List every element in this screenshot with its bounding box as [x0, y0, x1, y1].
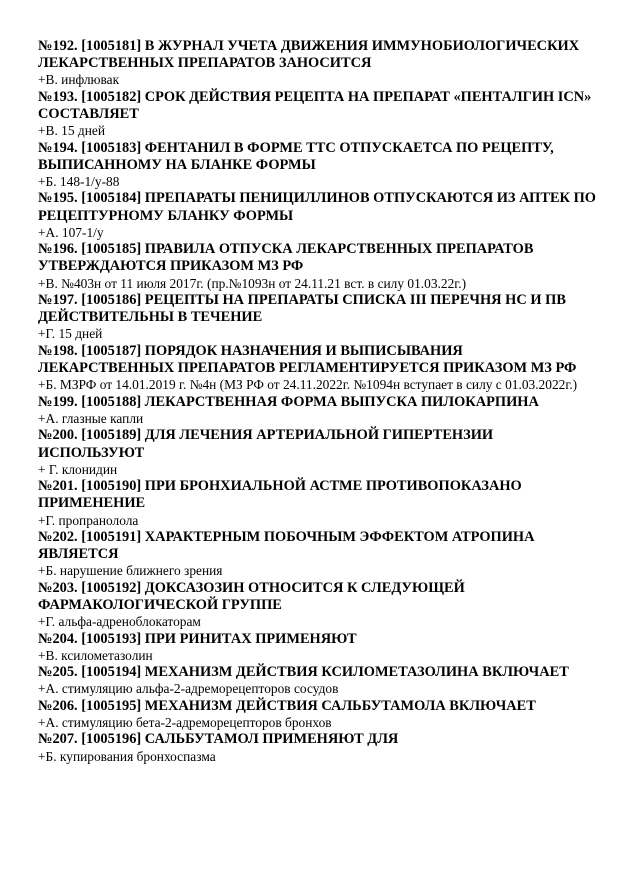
- question-item: [38, 343, 598, 394]
- question-text: №193. [1005182] СРОК ДЕЙСТВИЯ РЕЦЕПТА НА ПРЕПАРАТ «ПЕНТАЛГИН ICN» СОСТАВЛЯЕТ: [38, 88, 592, 123]
- question-item: [38, 478, 598, 529]
- question-item: [38, 580, 598, 631]
- answer-text: +Б. нарушение ближнего зрения: [38, 563, 223, 579]
- question-text: №204. [1005193] ПРИ РИНИТАХ ПРИМЕНЯЮТ: [38, 630, 357, 647]
- answer-text: +В. №403н от 11 июля 2017г. (пр.№1093н от 24.11.21 вст. в силу 01.03.22г.): [38, 275, 467, 291]
- question-text: №196. [1005185] ПРАВИЛА ОТПУСКА ЛЕКАРСТВЕННЫХ ПРЕПАРАТОВ УТВЕРЖДАЮТСЯ ПРИКАЗОМ МЗ РФ: [38, 241, 534, 275]
- question-item: [38, 190, 598, 241]
- question-text: №206. [1005195] МЕХАНИЗМ ДЕЙСТВИЯ САЛЬБУТАМОЛА ВКЛЮЧАЕТ: [38, 697, 536, 714]
- question-text: №192. [1005181] В ЖУРНАЛ УЧЕТА ДВИЖЕНИЯ ИММУНОБИОЛОГИЧЕСКИХ ЛЕКАРСТВЕННЫХ ПРЕПАРАТОВ ЗАНОСИТСЯ: [38, 38, 580, 72]
- question-text: №195. [1005184] ПРЕПАРАТЫ ПЕНИЦИЛЛИНОВ ОТПУСКАЮТСЯ ИЗ АПТЕК ПО РЕЦЕПТУРНОМУ БЛАНКУ ФОРМЫ: [38, 190, 596, 224]
- question-text: №197. [1005186] РЕЦЕПТЫ НА ПРЕПАРАТЫ СПИСКА III ПЕРЕЧНЯ НС И ПВ ДЕЙСТВИТЕЛЬНЫ В ТЕЧЕНИЕ: [38, 292, 566, 326]
- question-item: [38, 631, 598, 665]
- question-text: №199. [1005188] ЛЕКАРСТВЕННАЯ ФОРМА ВЫПУСКА ПИЛОКАРПИНА: [38, 393, 539, 410]
- question-item: [38, 241, 598, 292]
- question-text: №198. [1005187] ПОРЯДОК НАЗНАЧЕНИЯ И ВЫПИСЫВАНИЯ ЛЕКАРСТВЕННЫХ ПРЕПАРАТОВ РЕГЛАМЕНТИРУЕТСЯ ПРИКАЗОМ МЗ РФ: [38, 342, 577, 377]
- answer-text: +А. стимуляцию альфа-2-адреморецепторов сосудов: [38, 681, 339, 697]
- answer-text: +Г. пропранолола: [38, 512, 139, 528]
- question-item: [38, 140, 598, 191]
- answer-text: +А. стимуляцию бета-2-адреморецепторов бронхов: [38, 714, 332, 730]
- answer-text: +В. 15 дней: [38, 123, 106, 139]
- answer-text: +В. ксилометазолин: [38, 647, 153, 663]
- question-item: [38, 698, 598, 732]
- question-text: №207. [1005196] САЛЬБУТАМОЛ ПРИМЕНЯЮТ ДЛЯ: [38, 731, 399, 748]
- question-text: №203. [1005192] ДОКСАЗОЗИН ОТНОСИТСЯ К СЛЕДУЮЩЕЙ ФАРМАКОЛОГИЧЕСКОЙ ГРУППЕ: [38, 579, 465, 613]
- question-item: [38, 292, 598, 343]
- answer-text: +Г. альфа-адреноблокаторам: [38, 614, 201, 630]
- question-item: [38, 427, 598, 478]
- question-item: [38, 731, 598, 765]
- question-item: [38, 394, 598, 428]
- answer-text: +Б. 148-1/у-88: [38, 174, 120, 190]
- answer-text: + Г. клонидин: [38, 461, 118, 477]
- answer-text: +Б. купирования бронхоспазма: [38, 748, 216, 764]
- answer-text: +В. инфлювак: [38, 72, 120, 88]
- question-item: [38, 529, 598, 580]
- answer-text: +Г. 15 дней: [38, 326, 103, 342]
- answer-text: +А. глазные капли: [38, 410, 144, 426]
- answer-text: +Б. МЗРФ от 14.01.2019 г. №4н (МЗ РФ от 24.11.2022г. №1094н вступает в силу с 01.03.2022г.): [38, 377, 578, 393]
- document-page: [38, 38, 598, 765]
- question-text: №194. [1005183] ФЕНТАНИЛ В ФОРМЕ ТТС ОТПУСКАЕТСА ПО РЕЦЕПТУ, ВЫПИСАННОМУ НА БЛАНКЕ ФОРМЫ: [38, 139, 554, 173]
- question-text: №205. [1005194] МЕХАНИЗМ ДЕЙСТВИЯ КСИЛОМЕТАЗОЛИНА ВКЛЮЧАЕТ: [38, 664, 569, 681]
- question-text: №201. [1005190] ПРИ БРОНХИАЛЬНОЙ АСТМЕ ПРОТИВОПОКАЗАНО ПРИМЕНЕНИЕ: [38, 478, 522, 512]
- question-item: [38, 38, 598, 89]
- question-text: №200. [1005189] ДЛЯ ЛЕЧЕНИЯ АРТЕРИАЛЬНОЙ ГИПЕРТЕНЗИИ ИСПОЛЬЗУЮТ: [38, 427, 494, 461]
- question-text: №202. [1005191] ХАРАКТЕРНЫМ ПОБОЧНЫМ ЭФФЕКТОМ АТРОПИНА ЯВЛЯЕТСЯ: [38, 528, 535, 563]
- question-item: [38, 89, 598, 140]
- answer-text: +А. 107-1/у: [38, 224, 104, 240]
- question-item: [38, 664, 598, 698]
